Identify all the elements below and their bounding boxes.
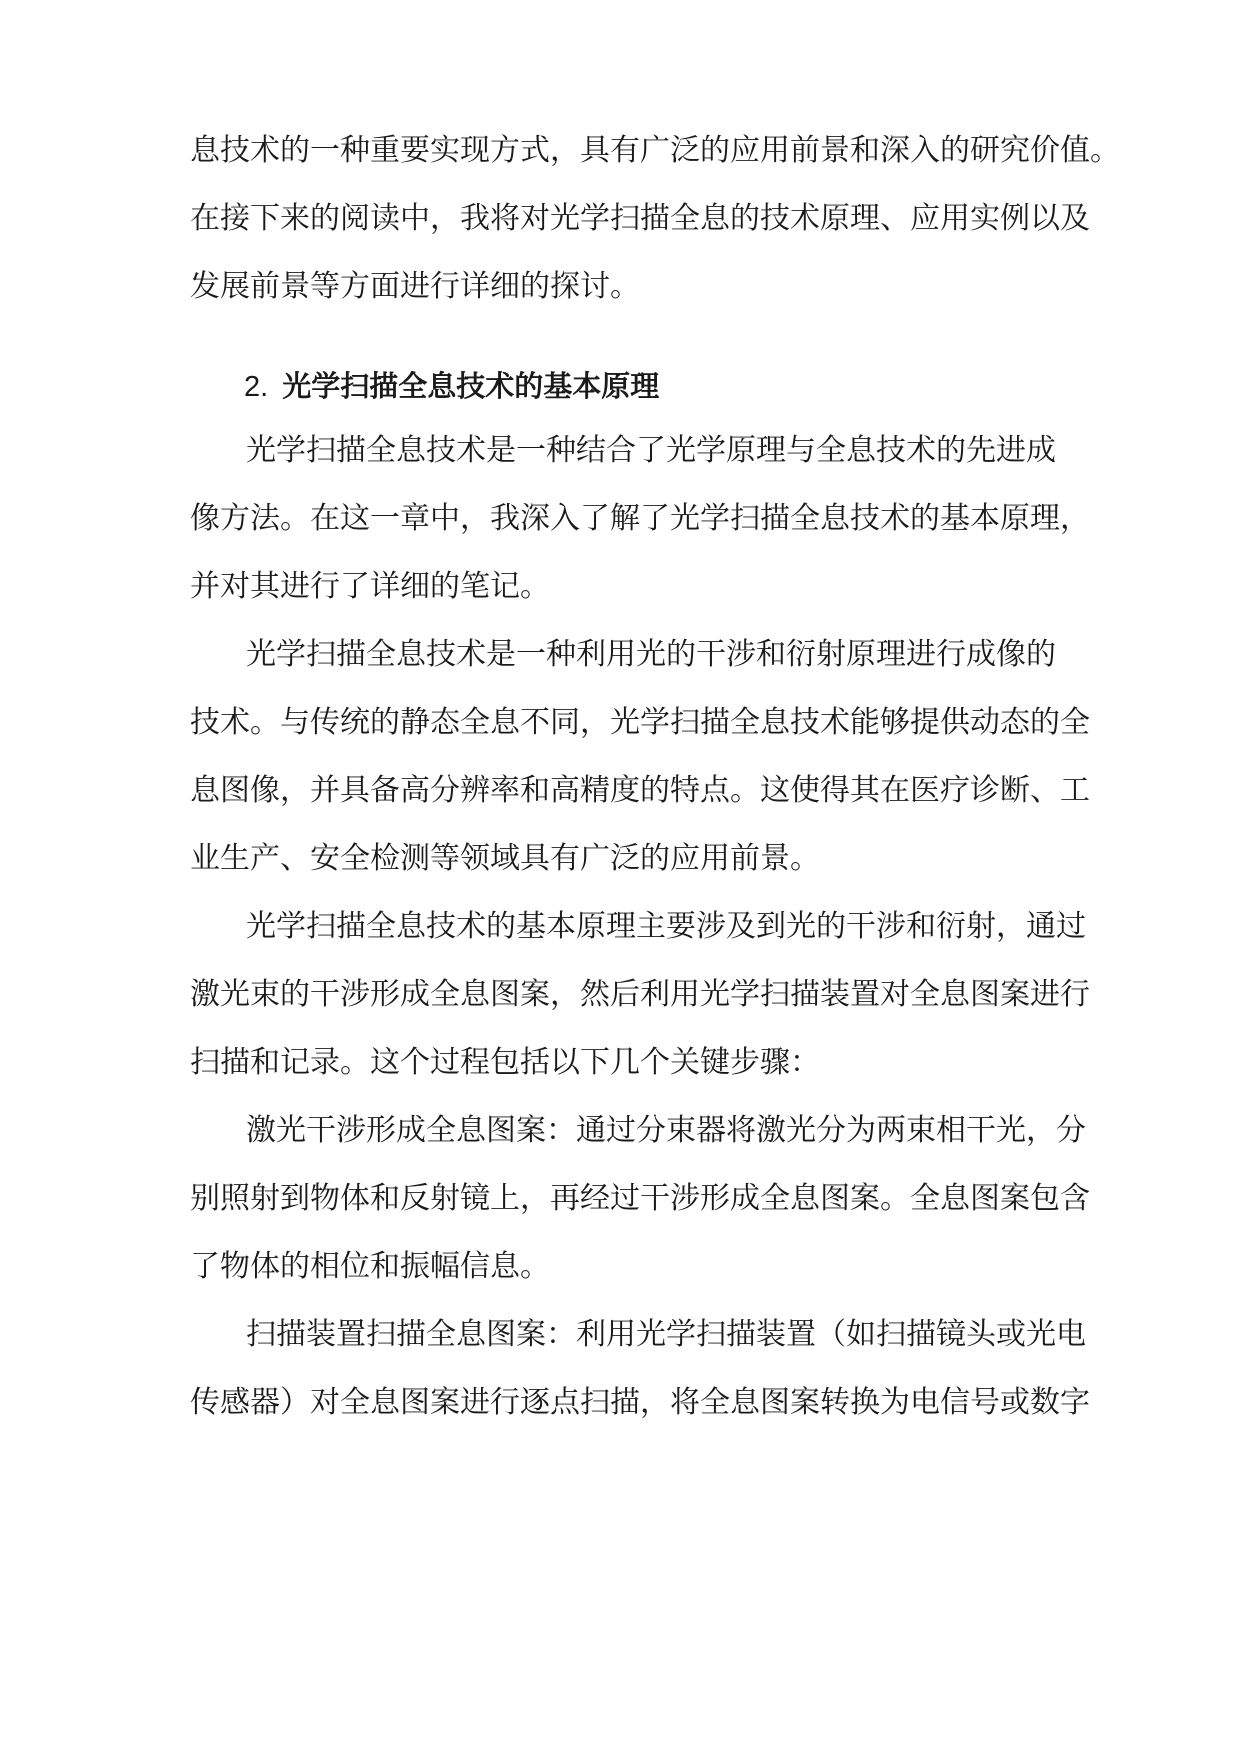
paragraph-4-line-2: 别照射到物体和反射镜上，再经过干涉形成全息图案。全息图案包含: [190, 1181, 1090, 1216]
paragraph-4-line-1: 激光干涉形成全息图案：通过分束器将激光分为两束相干光，分: [246, 1113, 1086, 1148]
paragraph-1-line-1: 光学扫描全息技术是一种结合了光学原理与全息技术的先进成: [246, 433, 1056, 468]
paragraph-2-line-1: 光学扫描全息技术是一种利用光的干涉和衍射原理进行成像的: [246, 637, 1056, 672]
paragraph-2-line-4: 业生产、安全检测等领域具有广泛的应用前景。: [190, 841, 820, 876]
paragraph-3-line-1: 光学扫描全息技术的基本原理主要涉及到光的干涉和衍射，通过: [246, 909, 1086, 944]
intro-line-2: 在接下来的阅读中，我将对光学扫描全息的技术原理、应用实例以及: [190, 201, 1090, 236]
paragraph-3-line-3: 扫描和记录。这个过程包括以下几个关键步骤：: [190, 1045, 820, 1080]
paragraph-5-line-2: 传感器）对全息图案进行逐点扫描，将全息图案转换为电信号或数字: [190, 1385, 1090, 1420]
paragraph-4-line-3: 了物体的相位和振幅信息。: [190, 1249, 550, 1284]
intro-line-3: 发展前景等方面进行详细的探讨。: [190, 269, 640, 304]
section-heading: [244, 366, 659, 407]
paragraph-2-line-2: 技术。与传统的静态全息不同，光学扫描全息技术能够提供动态的全: [190, 705, 1090, 740]
paragraph-1-line-2: 像方法。在这一章中，我深入了解了光学扫描全息技术的基本原理，: [190, 501, 1090, 536]
paragraph-5-line-1: 扫描装置扫描全息图案：利用光学扫描装置（如扫描镜头或光电: [246, 1317, 1086, 1352]
section-title: 光学扫描全息技术的基本原理: [282, 369, 660, 403]
intro-line-1: 息技术的一种重要实现方式，具有广泛的应用前景和深入的研究价值。: [190, 133, 1120, 168]
section-number: 2.: [244, 371, 269, 403]
paragraph-1-line-3: 并对其进行了详细的笔记。: [190, 569, 550, 604]
paragraph-2-line-3: 息图像，并具备高分辨率和高精度的特点。这使得其在医疗诊断、工: [190, 773, 1090, 808]
paragraph-3-line-2: 激光束的干涉形成全息图案，然后利用光学扫描装置对全息图案进行: [190, 977, 1090, 1012]
